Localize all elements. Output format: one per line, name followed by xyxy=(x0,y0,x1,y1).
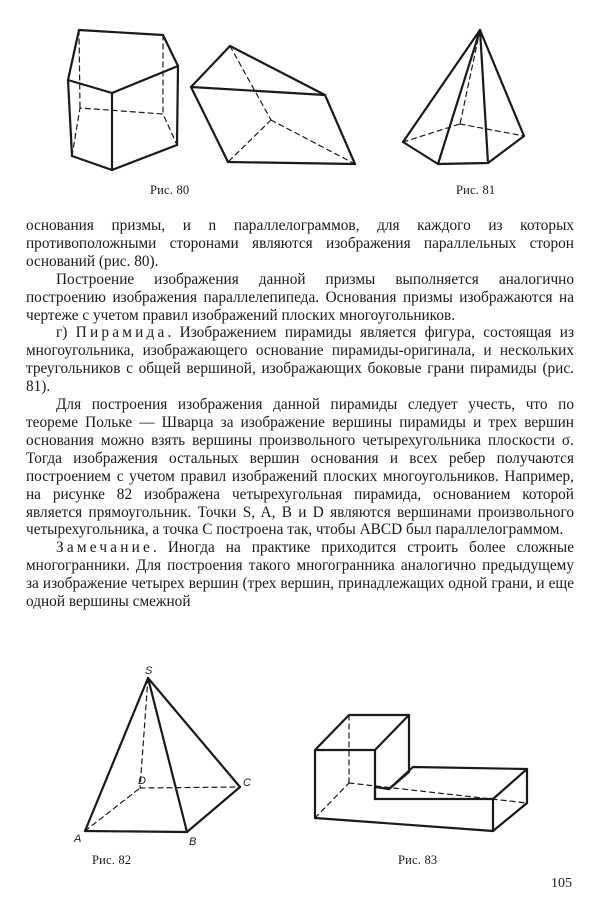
figure-81-caption: Рис. 81 xyxy=(456,183,496,197)
figure-83-caption: Рис. 83 xyxy=(398,853,438,867)
vertex-label-a: A xyxy=(74,833,82,845)
paragraph-4: Для построения изображения данной пирамиды следует учесть, что по теореме Польке — Шварца за изображение вершины пирамиды и трех вершин основания можно взять вершины произвольного четырехугольника плоскости σ. Тогда изображения остальных вершин основания и всех ребер получаются построением с учетом правил изображений плоских многоугольников. Например, на рисунке 82 изображена четырехугольная пирамида, основанием которой является прямоугольник. Точки S, A, B и D являются вершинами произвольного четырехугольника, а точка C построена так, чтобы ABCD был параллелограммом. xyxy=(26,396,574,539)
paragraph-5-body: . Иногда на практике приходится строить более сложные многогранники. Для построения такого многогранника аналогично предыдущему за изображение четырех вершин (трех вершин, принадлежащих одной грани, и еще одной вершины смежной xyxy=(26,539,574,611)
vertex-label-c: C xyxy=(243,777,251,789)
paragraph-5 xyxy=(26,539,574,611)
paragraph-3 xyxy=(26,324,574,396)
figure-80-caption: Рис. 80 xyxy=(150,183,190,197)
figure-82-caption: Рис. 82 xyxy=(92,853,132,867)
figure-80-prism xyxy=(60,25,190,175)
figure-81-pyramid xyxy=(400,25,540,175)
vertex-label-s: S xyxy=(145,665,153,677)
item-letter: г) xyxy=(56,324,68,342)
paragraph-3-body: . Изображением пирамиды является фигура, состоящая из многоугольника, изображающего основание пирамиды-оригинала, и нескольких треугольников с общей вершиной, изображающих боковые грани пирамиды (рис. 81). xyxy=(26,324,574,396)
paragraph-2: Построение изображения данной призмы выполняется аналогично построению изображения параллелепипеда. Основания призмы изображаются на чертеже с учетом правил изображений плоских многоугольников. xyxy=(26,270,574,324)
figure-80-triangular-prism xyxy=(186,40,361,170)
figure-82-pyramid xyxy=(65,665,275,848)
vertex-label-b: B xyxy=(189,836,197,848)
vertex-label-d: D xyxy=(138,775,146,787)
term-remark: Замечание xyxy=(56,539,153,557)
paragraph-1: основания призмы, и n параллелограммов, для каждого из которых противоположными сторонами являются изображения параллельных сторон оснований (рис. 80). xyxy=(26,217,574,270)
figure-83-l-solid xyxy=(305,707,537,839)
body-text xyxy=(26,217,574,611)
term-pyramid: Пирамида xyxy=(75,324,168,342)
page-number: 105 xyxy=(551,876,572,891)
